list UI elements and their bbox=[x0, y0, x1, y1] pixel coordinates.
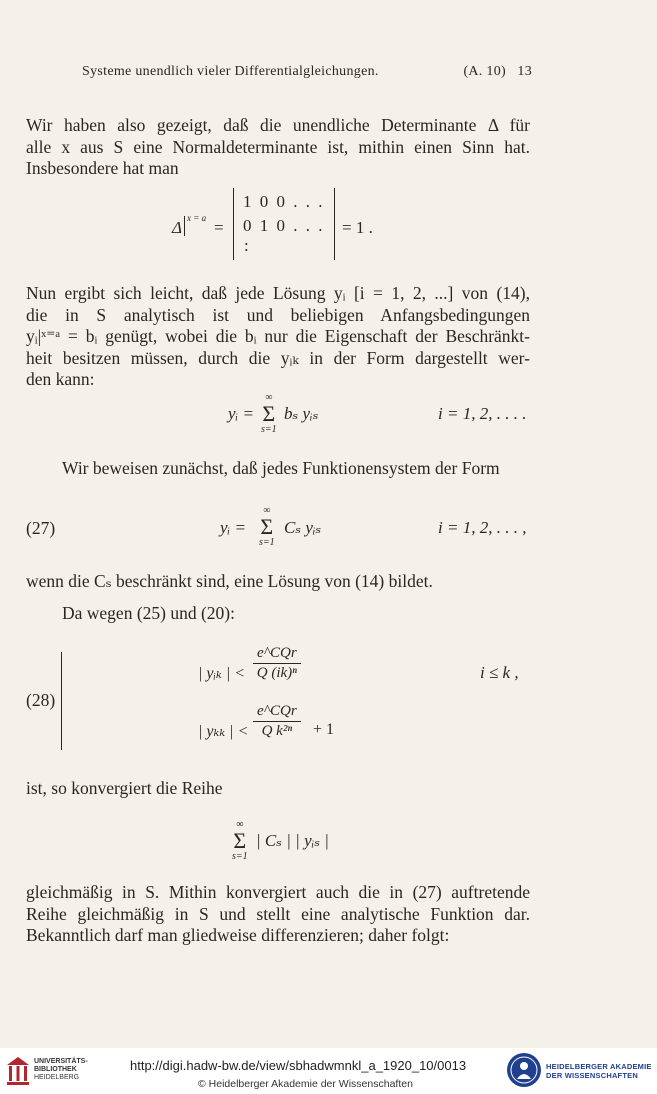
header-right bbox=[463, 64, 532, 80]
eq-term: bₛ yᵢₛ bbox=[284, 404, 319, 423]
sum-symbol bbox=[261, 393, 277, 435]
eval-bar bbox=[184, 216, 185, 236]
library-name-3: HEIDELBERG bbox=[34, 1074, 80, 1081]
series-term: | Cₛ | | yᵢₛ | bbox=[256, 831, 329, 850]
text-line: Reihe gleichmäßig in S und stellt eine analytische Funktion dar. bbox=[26, 903, 530, 924]
eq-lhs: yᵢ = bbox=[228, 404, 254, 423]
equation-label: (28) bbox=[26, 690, 56, 710]
sum-symbol bbox=[232, 820, 248, 862]
det-row-1: 1 0 0 . . . bbox=[243, 192, 325, 211]
fraction-denominator: Q (ik)ⁿ bbox=[256, 665, 297, 681]
eq-condition: i = 1, 2, . . . . bbox=[438, 404, 527, 423]
sigma-glyph: Σ bbox=[260, 514, 274, 539]
sum-lower: s=1 bbox=[261, 424, 277, 435]
det-row-3: : bbox=[244, 236, 249, 255]
page-number: 13 bbox=[517, 64, 532, 79]
library-name-2: BIBLIOTHEK bbox=[34, 1066, 77, 1073]
text-line: ist, so konvergiert die Reihe bbox=[26, 778, 223, 798]
det-left-bar bbox=[233, 188, 234, 260]
inequality-1-fraction bbox=[253, 645, 301, 682]
library-name-1: UNIVERSITÄTS- bbox=[34, 1058, 88, 1065]
academy-name-1: HEIDELBERGER AKADEMIE bbox=[546, 1062, 652, 1071]
sigma-glyph: Σ bbox=[262, 401, 276, 426]
paragraph-3 bbox=[26, 458, 530, 480]
det-result: = 1 . bbox=[342, 218, 373, 237]
left-brace bbox=[61, 652, 62, 750]
academy-name-2: DER WISSENSCHAFTEN bbox=[546, 1071, 638, 1080]
library-building-icon bbox=[6, 1056, 30, 1086]
inequality-1-lhs: | yᵢₖ | < bbox=[198, 665, 246, 682]
copyright-notice: © Heidelberger Akademie der Wissenschaften bbox=[198, 1078, 413, 1090]
eq-condition: i = 1, 2, . . . , bbox=[438, 518, 527, 537]
text-line: die in S analytisch ist und beliebigen Anfangsbedingungen bbox=[26, 304, 530, 325]
inequality-2-lhs: | yₖₖ | < bbox=[198, 723, 249, 740]
permalink-url[interactable]: http://digi.hadw-bw.de/view/sbhadwmnkl_a_1920_10/0013 bbox=[130, 1058, 467, 1073]
fraction-numerator: e^CQr bbox=[253, 703, 301, 722]
sum-upper: ∞ bbox=[263, 505, 271, 516]
paragraph-1 bbox=[26, 115, 530, 180]
text-line: Insbesondere hat man bbox=[26, 158, 179, 178]
paragraph-7 bbox=[26, 882, 530, 947]
text-line: heit besitzen müssen, durch die yᵢₖ in der Form dargestellt wer- bbox=[26, 347, 530, 368]
paragraph-5 bbox=[26, 603, 530, 625]
equation-label: (27) bbox=[26, 518, 56, 538]
fraction-numerator: e^CQr bbox=[253, 645, 301, 664]
library-logo[interactable] bbox=[6, 1054, 96, 1088]
sum-symbol bbox=[259, 506, 275, 548]
det-right-bar bbox=[334, 188, 335, 260]
inequality-2-fraction bbox=[253, 703, 301, 740]
running-header bbox=[82, 64, 532, 80]
inequality-2-tail: + 1 bbox=[313, 721, 335, 738]
text-line: Nun ergibt sich leicht, daß jede Lösung yᵢ [i = 1, 2, ...] von (14), bbox=[26, 283, 530, 303]
paragraph-4 bbox=[26, 571, 530, 593]
text-line: Wir beweisen zunächst, daß jedes Funktionensystem der Form bbox=[62, 458, 500, 478]
text-line: alle x aus S eine Normaldeterminante ist, mithin einen Sinn hat. bbox=[26, 136, 530, 157]
sum-lower: s=1 bbox=[259, 537, 275, 548]
eq-term: Cₛ yᵢₛ bbox=[284, 518, 322, 537]
text-line: yᵢ|ˣ⁼ᵃ = bᵢ genügt, wobei die bᵢ nur die Eigenschaft der Beschränkt- bbox=[26, 326, 530, 346]
paragraph-2 bbox=[26, 283, 530, 391]
sigma-glyph: Σ bbox=[233, 828, 247, 853]
eq-lhs: yᵢ = bbox=[220, 518, 246, 537]
header-section: (A. 10) bbox=[463, 64, 506, 79]
academy-seal-icon bbox=[506, 1052, 542, 1088]
fraction-denominator: Q k²ⁿ bbox=[261, 723, 293, 739]
delta-symbol: Δ bbox=[172, 218, 182, 237]
det-row-2: 0 1 0 . . . bbox=[243, 216, 325, 235]
sum-upper: ∞ bbox=[236, 819, 244, 830]
text-line: Wir haben also gezeigt, daß die unendliche Determinante Δ für bbox=[26, 115, 530, 135]
sum-upper: ∞ bbox=[265, 392, 273, 403]
header-title: Systeme unendlich vieler Differentialgleichungen. bbox=[82, 64, 379, 79]
inequality-1-condition: i ≤ k , bbox=[480, 663, 519, 682]
text-line: gleichmäßig in S. Mithin konvergiert auch die in (27) auftretende bbox=[26, 882, 530, 902]
eval-superscript: x = a bbox=[187, 213, 207, 223]
footer-bar bbox=[0, 1048, 657, 1094]
text-line: Da wegen (25) und (20): bbox=[62, 603, 236, 623]
equals-sign: = bbox=[214, 218, 224, 237]
paragraph-6 bbox=[26, 778, 530, 800]
sum-lower: s=1 bbox=[232, 851, 248, 862]
academy-logo[interactable] bbox=[506, 1052, 654, 1090]
text-line: Bekanntlich darf man gliedweise differenzieren; daher folgt: bbox=[26, 925, 450, 945]
text-line: wenn die Cₛ beschränkt sind, eine Lösung von (14) bildet. bbox=[26, 571, 433, 591]
text-line: den kann: bbox=[26, 369, 95, 389]
